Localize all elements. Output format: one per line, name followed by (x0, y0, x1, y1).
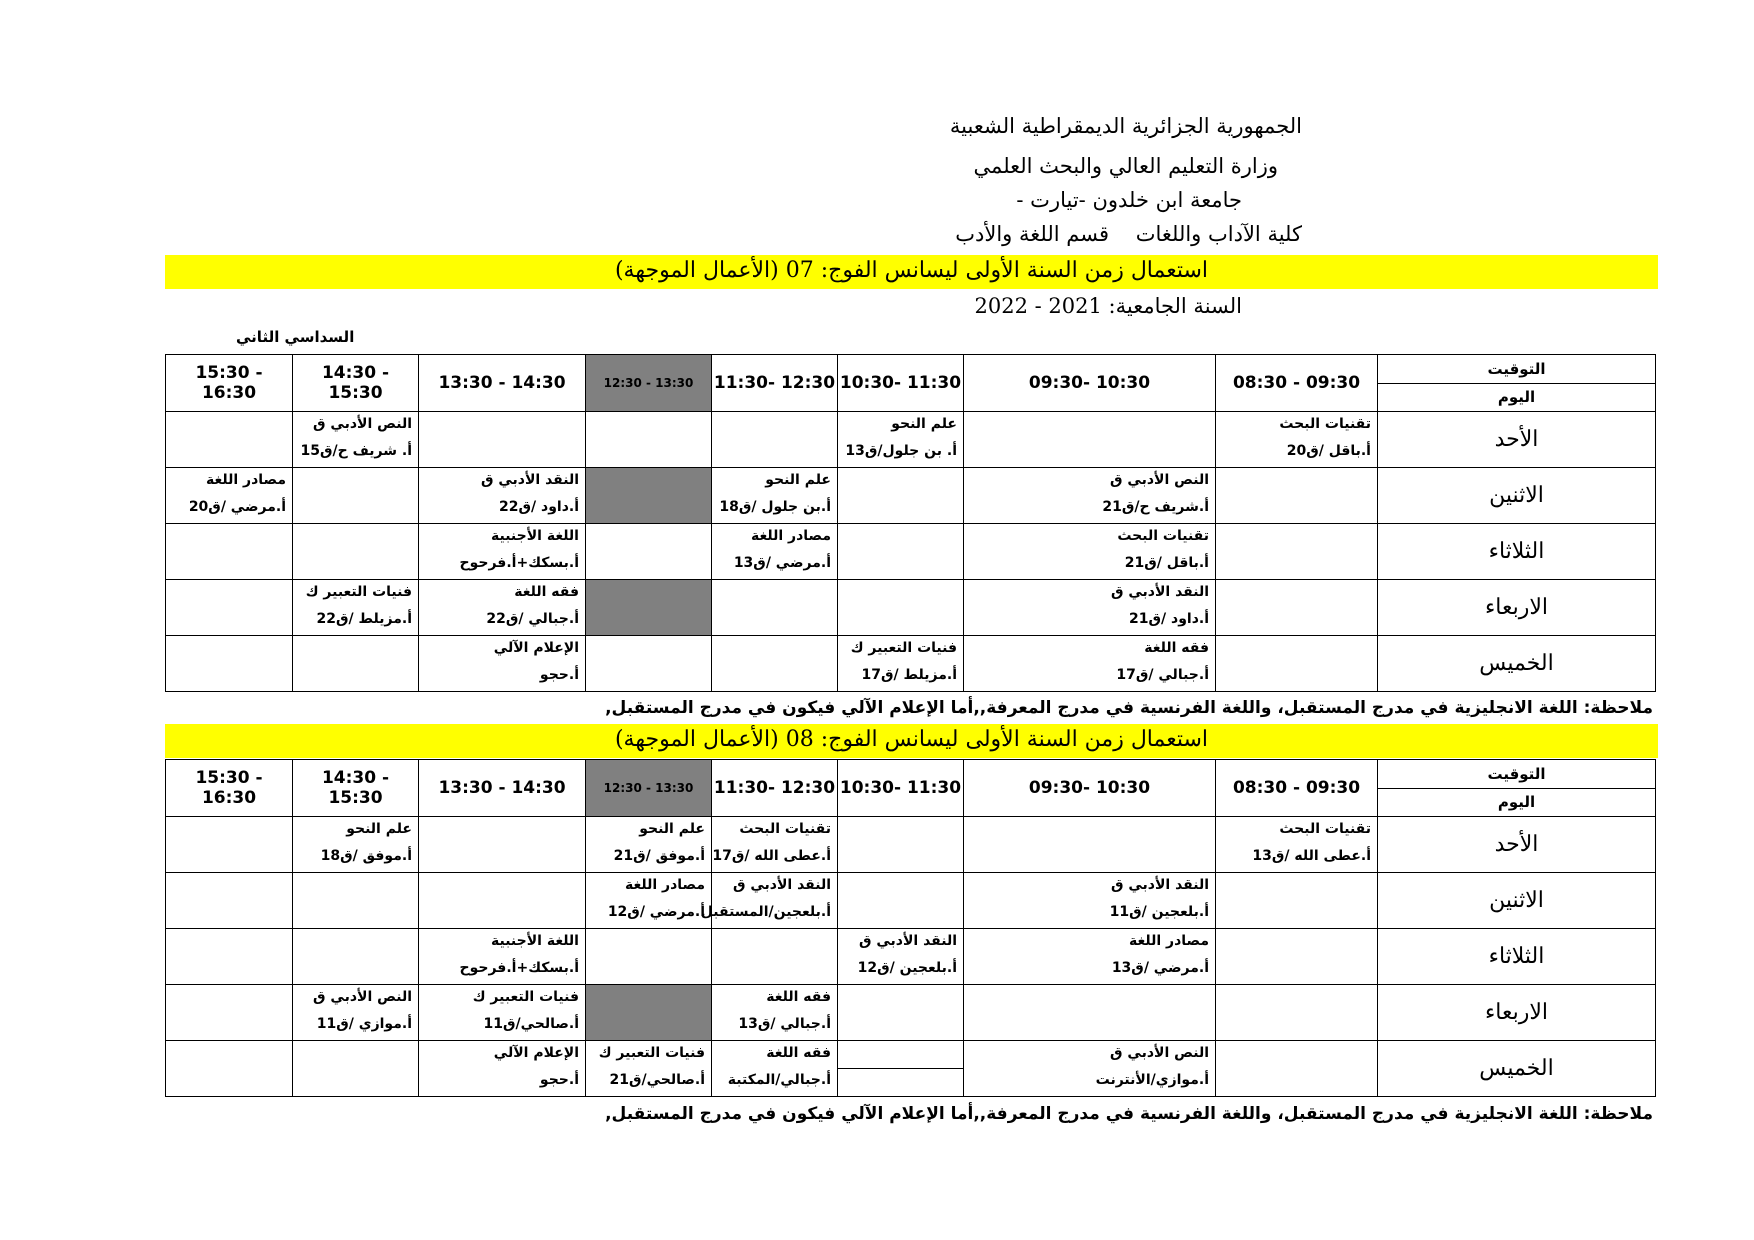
course: الإعلام الآلي (493, 640, 579, 656)
teacher-room: أ.موفق /ق18 (320, 848, 412, 864)
teacher-room: أ.عطى الله /ق13 (1252, 848, 1371, 864)
republic-title: الجمهورية الجزائرية الديمقراطية الشعبية (949, 114, 1302, 138)
time-label: التوقيت (1378, 355, 1655, 384)
slot-1: 08:30 - 09:30 (1216, 760, 1378, 817)
semester-label: السداسي الثاني (236, 328, 355, 346)
day-monday: الاثنين (1378, 873, 1656, 929)
cell-mon-s2 (964, 873, 1216, 929)
teacher-room: أ.باقل /ق20 (1286, 443, 1371, 459)
teacher-room: أ.موفق /ق21 (613, 848, 705, 864)
break-cell (586, 985, 712, 1041)
group-07-title-band (165, 255, 1658, 289)
table-row (166, 580, 1656, 636)
course: علم النحو (891, 416, 957, 432)
cell-wed-s4 (712, 985, 838, 1041)
course: الإعلام الآلي (493, 1045, 579, 1061)
slot-6: 13:30 - 14:30 (419, 760, 586, 817)
slot-4: 11:30- 12:30 (712, 760, 838, 817)
teacher-room: أ.بسكك+أ.فرحوح (459, 555, 579, 571)
teacher-room: أ.موازي /ق11 (316, 1016, 412, 1032)
cell-mon-s4 (712, 468, 838, 524)
course: مصادر اللغة (750, 528, 831, 544)
teacher-room: أ.شريف ح/ق21 (1102, 499, 1209, 515)
slot-5-break: 12:30 - 13:30 (586, 355, 712, 412)
department-title: قسم اللغة والأدب (955, 222, 1109, 246)
course: النقد الأدبي ق (732, 877, 831, 893)
cell-thu-s4 (712, 1041, 838, 1097)
cell-sun-s1 (1216, 412, 1378, 468)
day-thursday: الخميس (1378, 1041, 1656, 1097)
group-07-note: ملاحظة: اللغة الانجليزية في مدرج المستقبل، واللغة الفرنسية في مدرج المعرفة,,أما الإعلام الآلي فيكون في مدرج المستقبل, (605, 698, 1653, 718)
course: تقنيات البحث (739, 821, 831, 837)
slot-8: 15:30 - 16:30 (166, 355, 293, 412)
table-row (166, 468, 1656, 524)
teacher-room: أ.مزيلط /ق17 (861, 667, 957, 683)
day-thursday: الخميس (1378, 636, 1656, 692)
teacher-room: أ.حجو (539, 667, 579, 683)
teacher-room: أ.صالحي/ق21 (609, 1072, 705, 1088)
day-wednesday: الاربعاء (1378, 985, 1656, 1041)
table-row (166, 1041, 1656, 1097)
cell-thu-s6 (419, 1041, 586, 1097)
day-monday: الاثنين (1378, 468, 1656, 524)
group-08-note: ملاحظة: اللغة الانجليزية في مدرج المستقبل، واللغة الفرنسية في مدرج المعرفة,,أما الإعلام الآلي فيكون في مدرج المستقبل, (605, 1104, 1653, 1124)
course: النقد الأدبي ق (1110, 584, 1209, 600)
cell-mon-s2 (964, 468, 1216, 524)
course: النص الأدبي ق (1110, 1045, 1209, 1061)
teacher-room: أ. بن جلول/ق13 (845, 443, 957, 459)
course: فقه اللغة (514, 584, 579, 600)
cell-wed-s6 (419, 985, 586, 1041)
cell-mon-s5 (586, 873, 712, 929)
teacher-room: أ.باقل /ق21 (1124, 555, 1209, 571)
header-time-day-cell (1378, 760, 1656, 817)
table-row (166, 929, 1656, 985)
cell-tue-s6 (419, 929, 586, 985)
cell-mon-s4 (700, 873, 838, 929)
course: النقد الأدبي ق (858, 933, 957, 949)
slot-2: 09:30- 10:30 (964, 760, 1216, 817)
cell-thu-s2 (964, 1041, 1216, 1097)
group-08-title-band (165, 724, 1658, 758)
teacher-room: أ.بلعجين /ق12 (857, 960, 957, 976)
teacher-room: أ.مرضي /ق12 (607, 904, 705, 920)
cell-sun-s3 (838, 412, 964, 468)
teacher-room: أ.مرضي /ق13 (1111, 960, 1209, 976)
course: النقد الأدبي ق (1110, 877, 1209, 893)
teacher-room: أ.عطى الله /ق17 (712, 848, 831, 864)
cell-thu-s6 (419, 636, 586, 692)
course: النص الأدبي ق (313, 416, 412, 432)
course: مصادر اللغة (624, 877, 705, 893)
course: النص الأدبي ق (313, 989, 412, 1005)
cell-sun-s7 (293, 817, 419, 873)
slot-3: 10:30- 11:30 (838, 760, 964, 817)
break-cell (586, 468, 712, 524)
table-row (166, 524, 1656, 580)
slot-7: 14:30 - 15:30 (293, 760, 419, 817)
teacher-room: أ.داود /ق21 (1129, 611, 1209, 627)
course: فنيات التعبير ك (472, 989, 579, 1005)
table-row (166, 985, 1656, 1041)
slot-4: 11:30- 12:30 (712, 355, 838, 412)
time-label: التوقيت (1378, 760, 1655, 789)
cell-thu-s2 (964, 636, 1216, 692)
day-sunday: الأحد (1378, 412, 1656, 468)
cell-sun-s7 (293, 412, 419, 468)
teacher-room: أ.مرضي /ق13 (733, 555, 831, 571)
day-tuesday: الثلاثاء (1378, 524, 1656, 580)
day-sunday: الأحد (1378, 817, 1656, 873)
slot-2: 09:30- 10:30 (964, 355, 1216, 412)
cell-tue-s6 (419, 524, 586, 580)
course: تقنيات البحث (1279, 416, 1371, 432)
teacher-room: أ.جبالي /ق13 (738, 1016, 831, 1032)
course: فنيات التعبير ك (598, 1045, 705, 1061)
course: علم النحو (765, 472, 831, 488)
cell-tue-s2 (964, 524, 1216, 580)
teacher-room: أ.بن جلول /ق18 (719, 499, 831, 515)
course: فقه اللغة (766, 989, 831, 1005)
cell-wed-s7 (293, 985, 419, 1041)
cell-thu-s5 (586, 1041, 712, 1097)
cell-wed-s6 (419, 580, 586, 636)
teacher-room: أ.بسكك+أ.فرحوح (459, 960, 579, 976)
faculty-title: كلية الآداب واللغات (1135, 222, 1302, 246)
slot-3: 10:30- 11:30 (838, 355, 964, 412)
cell-sun-s4 (712, 817, 838, 873)
day-tuesday: الثلاثاء (1378, 929, 1656, 985)
teacher-room: أ.مزيلط /ق22 (316, 611, 412, 627)
teacher-room: أ.صالحي/ق11 (483, 1016, 579, 1032)
slot-5-break: 12:30 - 13:30 (586, 760, 712, 817)
teacher-room: أ.جبالي /ق22 (486, 611, 579, 627)
slot-1: 08:30 - 09:30 (1216, 355, 1378, 412)
teacher-room: أ.موازي/الأنترنت (1095, 1072, 1209, 1088)
table-row (166, 873, 1656, 929)
day-label: اليوم (1497, 388, 1536, 406)
teacher-room: أ.حجو (539, 1072, 579, 1088)
course: فنيات التعبير ك (850, 640, 957, 656)
cell-sun-s1 (1216, 817, 1378, 873)
course: تقنيات البحث (1117, 528, 1209, 544)
ministry-title: وزارة التعليم العالي والبحث العلمي (973, 154, 1278, 178)
course: النقد الأدبي ق (480, 472, 579, 488)
cell-tue-s2 (964, 929, 1216, 985)
academic-year: السنة الجامعية: 2021 - 2022 (974, 294, 1242, 318)
course: علم النحو (346, 821, 412, 837)
course: النص الأدبي ق (1110, 472, 1209, 488)
course: فنيات التعبير ك (305, 584, 412, 600)
slot-6: 13:30 - 14:30 (419, 355, 586, 412)
course: تقنيات البحث (1279, 821, 1371, 837)
course: مصادر اللغة (1128, 933, 1209, 949)
cell-thu-s3-split (838, 1041, 964, 1097)
cell-tue-s3 (838, 929, 964, 985)
group-08-title: استعمال زمن السنة الأولى ليسانس الفوج: 08 (الأعمال الموجهة) (614, 727, 1209, 752)
course: مصادر اللغة (205, 472, 286, 488)
table-row (166, 412, 1656, 468)
course: اللغة الأجنبية (491, 933, 579, 949)
cell-mon-s8 (166, 468, 293, 524)
cell-thu-s3 (838, 636, 964, 692)
cell-wed-s2 (964, 580, 1216, 636)
cell-sun-s5 (586, 817, 712, 873)
table-row (166, 636, 1656, 692)
teacher-room: أ. شريف ح/ق15 (300, 443, 412, 459)
teacher-room: أ.جبالي /ق17 (1116, 667, 1209, 683)
break-cell (586, 580, 712, 636)
divider (838, 1068, 963, 1069)
slot-7: 14:30 - 15:30 (293, 355, 419, 412)
course: فقه اللغة (766, 1045, 831, 1061)
course: اللغة الأجنبية (491, 528, 579, 544)
cell-tue-s4 (712, 524, 838, 580)
cell-mon-s6 (419, 468, 586, 524)
university-title: جامعة ابن خلدون -تيارت - (1016, 188, 1242, 212)
slot-8: 15:30 - 16:30 (166, 760, 293, 817)
teacher-room: أ.جبالي/المكتبة (727, 1072, 831, 1088)
teacher-room: أ.بلعجين/المستقبل (700, 904, 831, 920)
teacher-room: أ.داود /ق22 (499, 499, 579, 515)
day-wednesday: الاربعاء (1378, 580, 1656, 636)
header-time-day-cell (1378, 355, 1656, 412)
timetable-group-07 (165, 354, 1656, 692)
course: علم النحو (639, 821, 705, 837)
course: فقه اللغة (1144, 640, 1209, 656)
teacher-room: أ.بلعجين /ق11 (1109, 904, 1209, 920)
cell-wed-s7 (293, 580, 419, 636)
timetable-group-08 (165, 759, 1656, 1097)
group-07-title: استعمال زمن السنة الأولى ليسانس الفوج: 07 (الأعمال الموجهة) (614, 258, 1209, 283)
table-row (166, 817, 1656, 873)
day-label: اليوم (1497, 793, 1536, 811)
teacher-room: أ.مرضي /ق20 (188, 499, 286, 515)
